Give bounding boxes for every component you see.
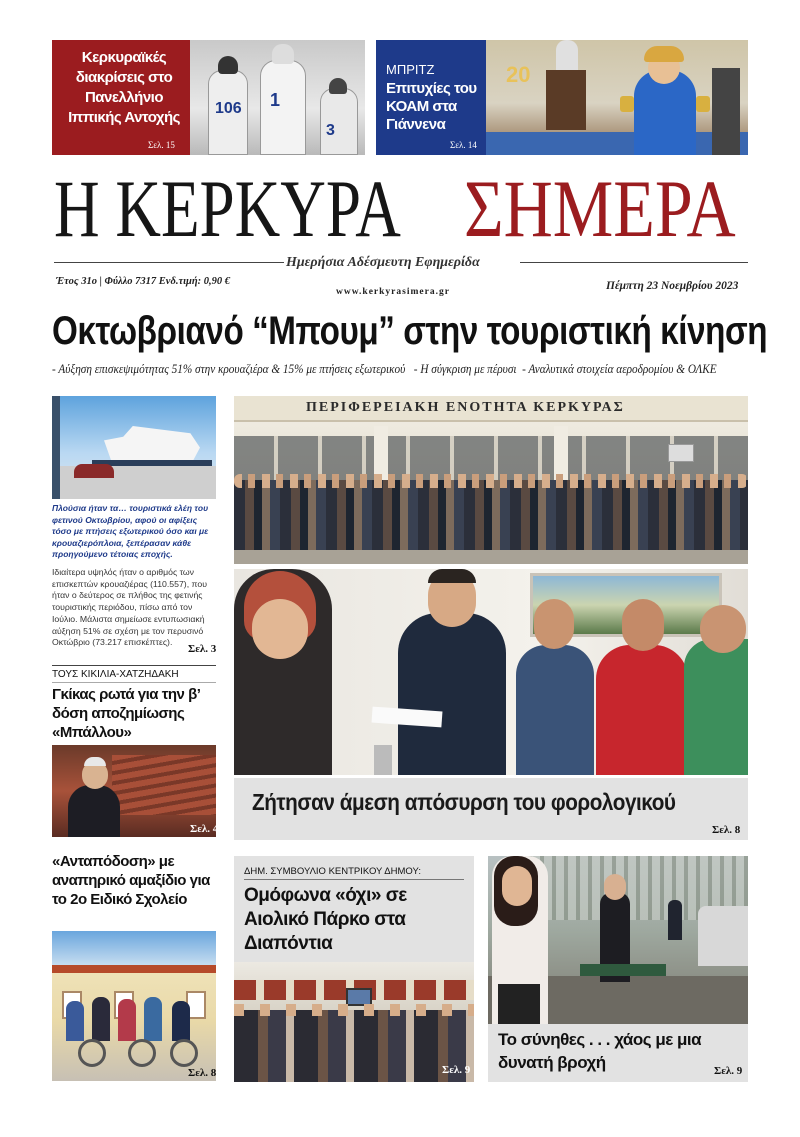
rain-page: Σελ. 9 xyxy=(714,1065,743,1077)
tax-page: Σελ. 8 xyxy=(712,824,741,836)
tax-headline-band[interactable] xyxy=(234,778,748,840)
promo-bridge-text: Επιτυχίες του ΚΟΑΜ στα Γιάννενα xyxy=(386,80,477,133)
issue-info: Έτος 31ο | Φύλλο 7317 Ενδ.τιμή: 0,90 € xyxy=(56,276,231,287)
promo-equestrian[interactable] xyxy=(52,40,365,155)
gkikas-page[interactable]: Σελ. 4 xyxy=(190,823,219,835)
gkikas-headline[interactable]: Γκίκας ρωτά για την β’ δόση αποζημίωσης «Μπάλλου» xyxy=(52,686,200,741)
promo-equestrian-text: Κερκυραϊκές διακρίσεις στο Πανελλήνιο Ιππικής Αντοχής xyxy=(68,49,180,126)
rain-photo xyxy=(488,856,748,1024)
rain-box[interactable] xyxy=(488,1024,748,1082)
lead-page[interactable]: Σελ. 3 xyxy=(188,643,217,655)
masthead-subtitle: Ημερήσια Αδέσμευτη Εφημερίδα xyxy=(286,255,480,270)
masthead-title xyxy=(54,161,754,256)
council-headline: Ομόφωνα «όχι» σε Αιολικό Πάρκο στα Διαπόντια xyxy=(244,885,407,954)
promo-bridge-kicker: ΜΠΡΙΤΖ xyxy=(386,62,435,77)
promo-equestrian-page: Σελ. 15 xyxy=(148,140,175,150)
issue-date: Πέμπτη 23 Νοεμβρίου 2023 xyxy=(606,280,739,292)
masthead-title-red: ΣΗΜΕΡΑ xyxy=(464,163,736,254)
council-kicker: ΔΗΜ. ΣΥΜΒΟΥΛΙΟ ΚΕΝΤΡΙΚΟΥ ΔΗΜΟΥ: xyxy=(244,866,421,877)
meeting-photo xyxy=(234,569,748,775)
website[interactable]: www.kerkyrasimera.gr xyxy=(336,287,450,297)
lead-subheads: - Αύξηση επισκεψιμότητας 51% στην κρουαζιέρα & 15% με πτήσεις εξωτερικού - Η σύγκριση με πέρυσι - Αναλυτικά στοιχεία αεροδρομίου & ΟΛΚΕ xyxy=(52,362,717,376)
cruise-ship-photo xyxy=(52,396,216,499)
promo-bridge[interactable] xyxy=(376,40,748,155)
school-photo xyxy=(52,931,216,1081)
promo-bridge-page: Σελ. 14 xyxy=(450,140,477,150)
council-photo xyxy=(234,962,474,1082)
masthead-title-black: Η ΚΕΡΚΥΡΑ xyxy=(54,163,401,254)
protest-photo xyxy=(234,396,748,564)
equestrian-photo: 106 1 3 xyxy=(190,40,365,155)
gkikas-kicker: ΤΟΥΣ ΚΙΚΙΛΙΑ-ΧΑΤΖΗΔΑΚΗ xyxy=(52,669,179,680)
tax-headline: Ζήτησαν άμεση απόσυρση του φορολογικού xyxy=(252,789,676,815)
school-page[interactable]: Σελ. 8 xyxy=(188,1067,217,1079)
council-page[interactable]: Σελ. 9 xyxy=(442,1064,471,1076)
lead-body: Ιδιαίτερα υψηλός ήταν ο αριθμός των επισκεπτών κρουαζιέρας (110.557), που ήταν ο δεύτερος σε πλήθος της φετινής τουριστικής περιόδου, πίσω από τον Ιούλιο. Μάλιστα σημείωσε εντυπωσιακή αύξηση 51% σε σχέση με τον περυσινό Οκτώβριο (73.217 επισκέπτες). xyxy=(52,567,207,648)
rain-headline: Το σύνηθες . . . χάος με μια δυνατή βροχή xyxy=(498,1030,702,1072)
school-headline[interactable]: «Ανταπόδοση» με αναπηρικό αμαξίδιο για το 2ο Ειδικό Σχολείο xyxy=(52,853,210,908)
lead-headline[interactable]: Οκτωβριανό “Μπουμ” στην τουριστική κίνηση xyxy=(52,309,768,353)
lead-caption: Πλούσια ήταν τα… τουριστικά ελέη του φετινού Οκτωβρίου, αφού οι αφίξεις τόσο με πτήσεις εξωτερικού όσο και με κρουαζιερόπλοια, ξεπέρασαν κάθε προηγούμενο τέτοιας εποχής. xyxy=(52,503,209,559)
building-sign: ΠΕΡΙΦΕΡΕΙΑΚΗ ΕΝΟΤΗΤΑ ΚΕΡΚΥΡΑΣ xyxy=(306,400,625,415)
bridge-photo: 20 xyxy=(486,40,748,155)
